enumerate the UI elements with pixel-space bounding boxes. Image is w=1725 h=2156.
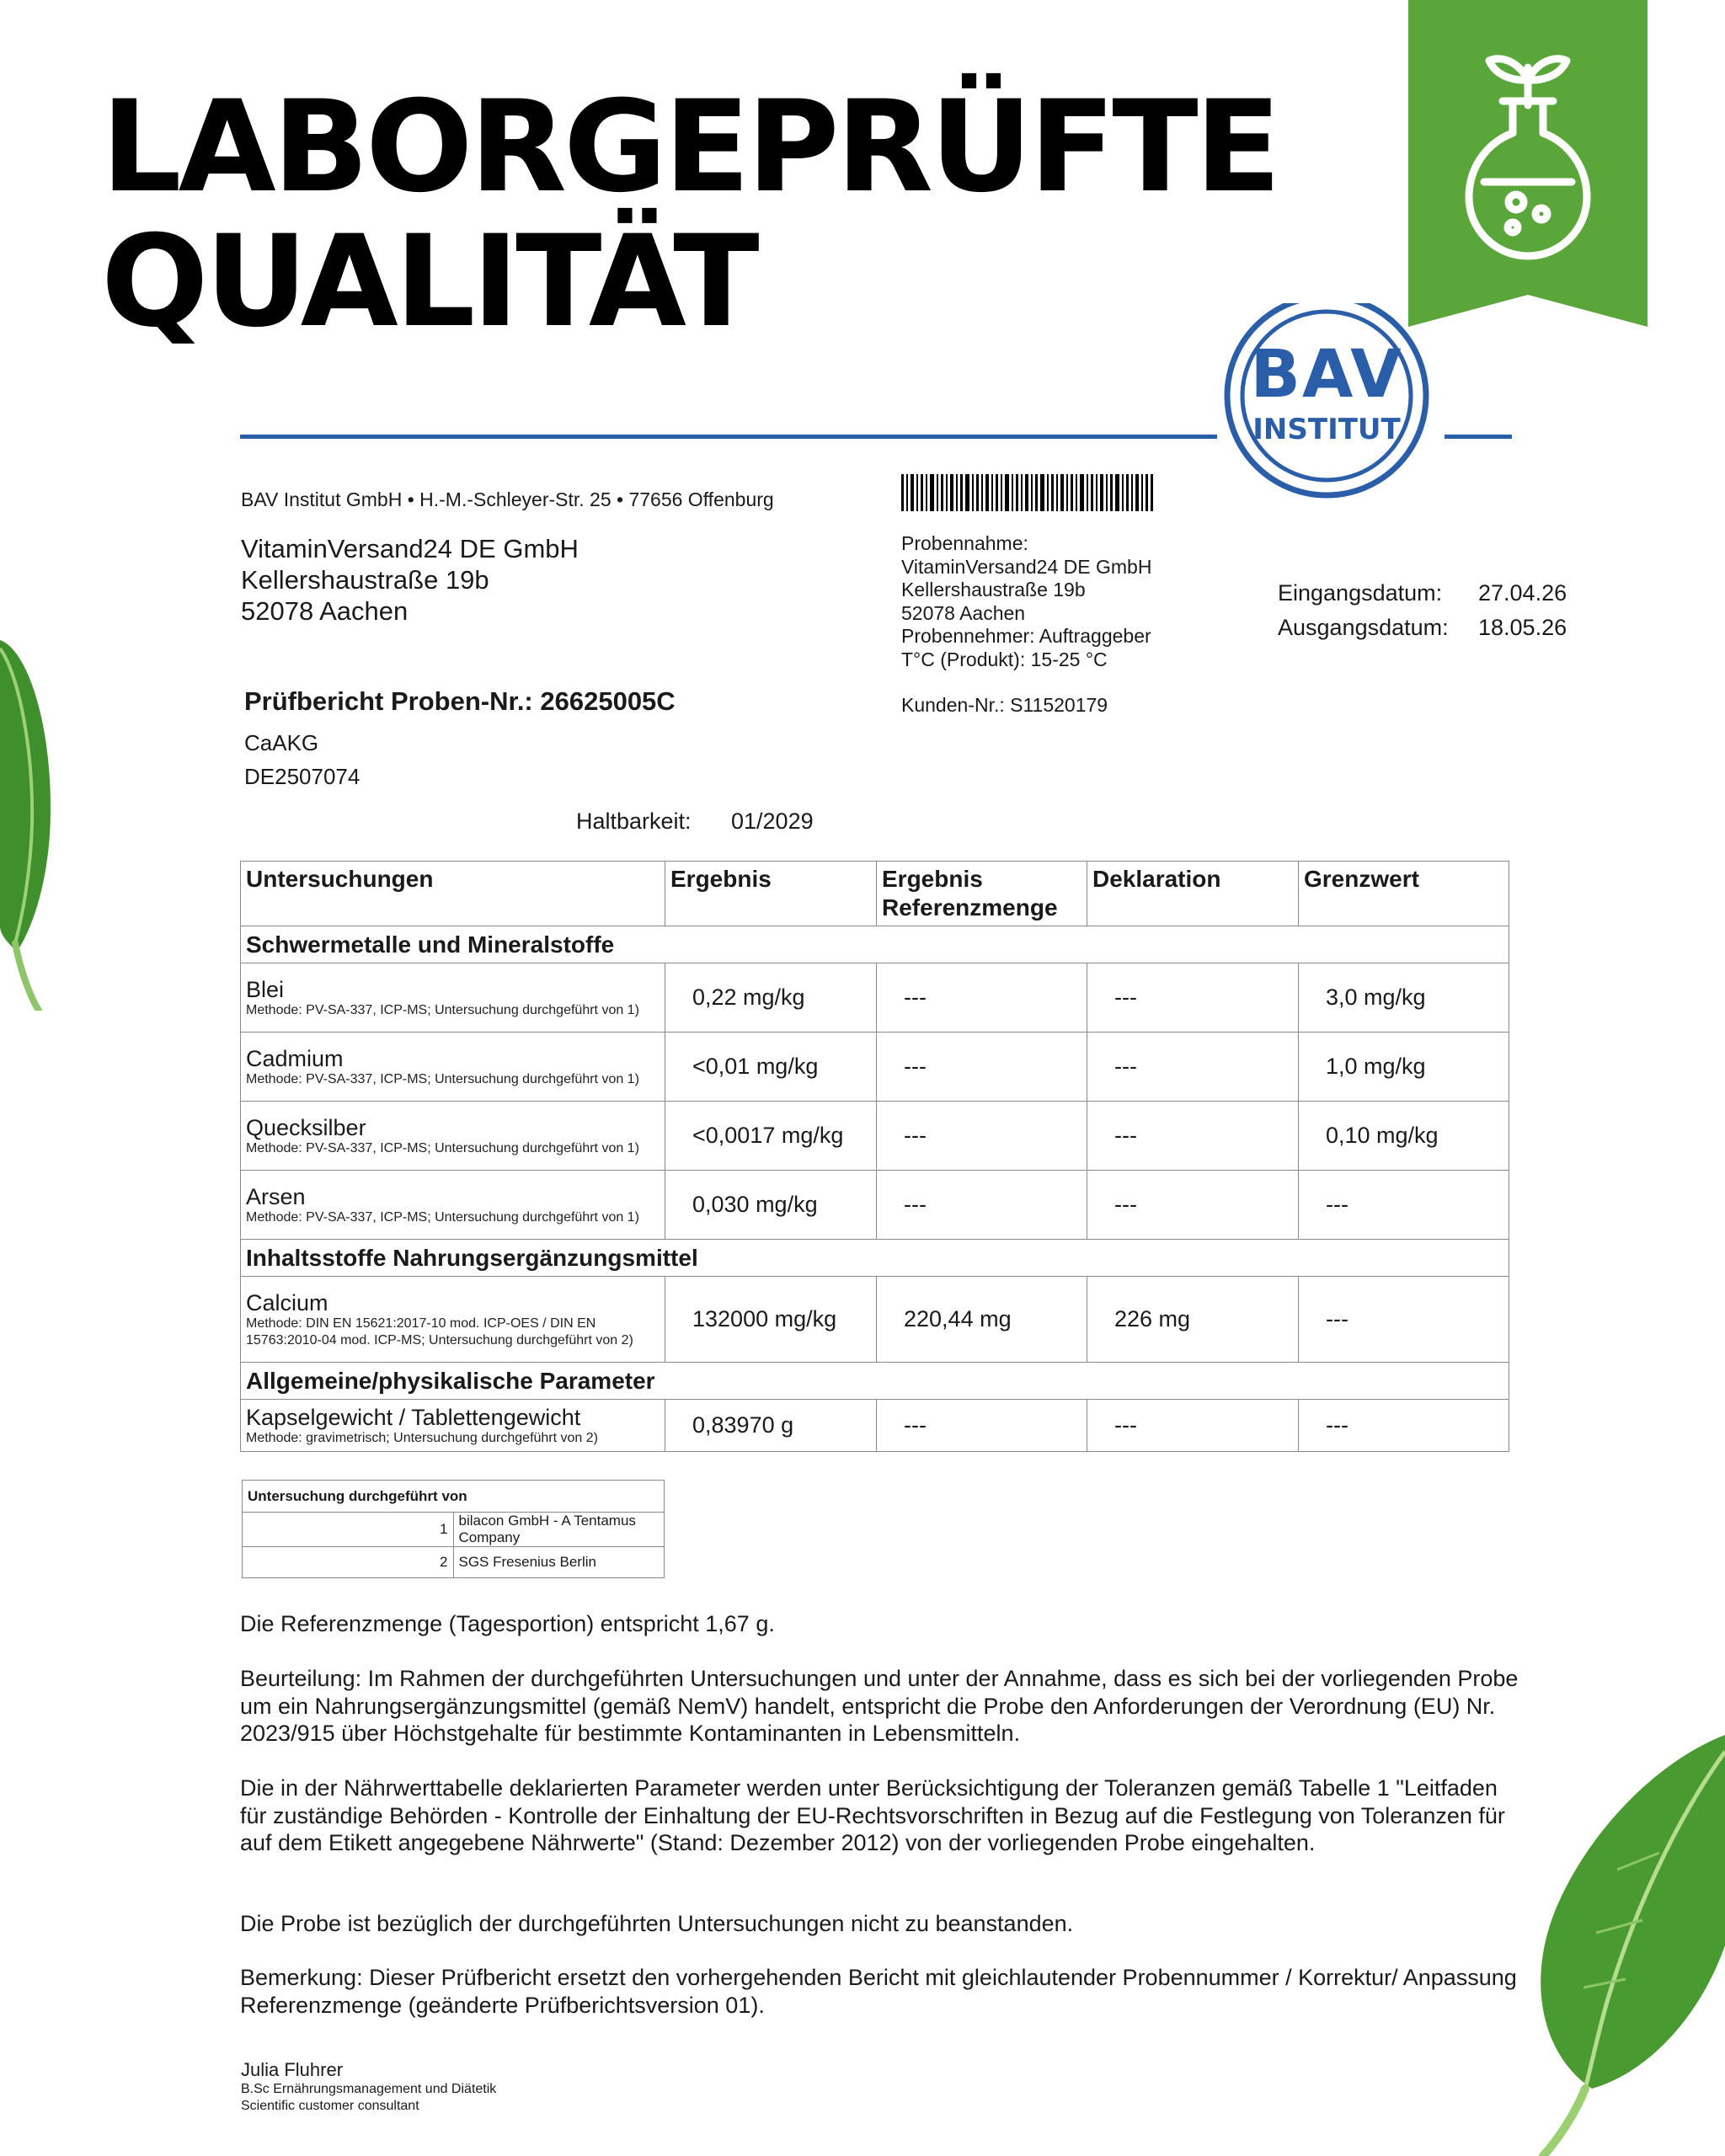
shelf-life-label: Haltbarkeit:	[576, 808, 692, 834]
limit-value: ---	[1299, 1277, 1509, 1363]
reference-value: ---	[877, 1033, 1087, 1102]
customer-number: Kunden-Nr.: S11520179	[901, 694, 1108, 716]
sender-line: BAV Institut GmbH • H.-M.-Schleyer-Str. 25 • 77656 Offenburg	[241, 488, 774, 510]
signatory-name: Julia Fluhrer	[241, 2059, 344, 2080]
green-flag	[1408, 0, 1648, 327]
result-value: <0,0017 mg/kg	[665, 1102, 877, 1171]
headline-line-2: QUALITÄT	[101, 209, 756, 355]
section-row	[241, 1240, 1509, 1277]
limit-value: ---	[1299, 1171, 1509, 1240]
header-grenzwert: Grenzwert	[1299, 862, 1509, 926]
recipient-street: Kellershaustraße 19b	[241, 565, 489, 595]
sampling-city: 52078 Aachen	[901, 601, 1026, 624]
results-table	[240, 861, 1509, 1452]
declaration-value: 226 mg	[1087, 1277, 1299, 1363]
product-name: CaAKG	[244, 730, 319, 755]
parameter-method: Methode: PV-SA-337, ICP-MS; Untersuchung durchgeführt von 1)	[246, 1140, 639, 1155]
parameter-name: Quecksilber	[246, 1114, 366, 1140]
recipient-city: 52078 Aachen	[241, 596, 409, 626]
header-ergebnis: Ergebnis	[665, 862, 877, 926]
recipient-address	[241, 533, 579, 627]
header-untersuchungen: Untersuchungen	[241, 862, 665, 926]
headline	[101, 74, 1279, 355]
limit-value: 1,0 mg/kg	[1299, 1033, 1509, 1102]
parameter-method: Methode: PV-SA-337, ICP-MS; Untersuchung durchgeführt von 1)	[246, 1002, 639, 1017]
tolerance-paragraph: Die in der Nährwerttabelle deklarierten Parameter werden unter Berücksichtigung der Toleranzen gemäß Tabelle 1 "Leitfaden für zuständige Behörden - Kontrolle der Einhaltung der EU-Rechtsvorschriften in Bezug auf die Festlegung von Toleranzen für auf dem Etikett angegebene Nährwerte" (Stand: Dezember 2012) von der vorliegenden Probe eingehalten.	[240, 1775, 1505, 1855]
report-title: Prüfbericht Proben-Nr.: 26625005C	[244, 686, 676, 716]
shelf-life	[576, 808, 814, 835]
result-value: 0,22 mg/kg	[665, 963, 877, 1033]
section-title: Schwermetalle und Mineralstoffe	[241, 926, 1509, 963]
parameter-method: Methode: PV-SA-337, ICP-MS; Untersuchung durchgeführt von 1)	[246, 1071, 639, 1086]
labs-row	[243, 1513, 665, 1547]
product-info	[244, 726, 360, 793]
sample-temperature: T°C (Produkt): 15-25 °C	[901, 648, 1108, 670]
bav-institut-seal	[1221, 303, 1440, 505]
received-date-label: Eingangsdatum:	[1278, 580, 1443, 606]
reference-value: ---	[877, 1102, 1087, 1171]
leaf-left-decoration	[0, 623, 51, 1011]
table-row	[241, 1400, 1509, 1452]
conclusion-paragraph: Die Probe ist bezüglich der durchgeführten Untersuchungen nicht zu beanstanden.	[240, 1911, 1074, 1936]
section-title: Allgemeine/physikalische Parameter	[241, 1363, 1509, 1400]
section-row	[241, 926, 1509, 963]
shelf-life-value: 01/2029	[731, 808, 814, 834]
result-value: 132000 mg/kg	[665, 1277, 877, 1363]
table-header-row	[241, 862, 1509, 926]
labs-header-row	[243, 1481, 665, 1513]
header-ergebnis-referenzmenge: Ergebnis Referenzmenge	[877, 862, 1087, 926]
limit-value: 3,0 mg/kg	[1299, 963, 1509, 1033]
leaf-right-decoration	[1491, 1718, 1725, 2156]
seal-text-institut: INSTITUT	[1252, 413, 1401, 446]
sampling-title: Probennahme:	[901, 532, 1028, 554]
table-row	[241, 1171, 1509, 1240]
table-row	[241, 963, 1509, 1033]
lab-name: bilacon GmbH - A Tentamus Company	[453, 1513, 665, 1547]
labs-table	[242, 1480, 665, 1578]
result-value: 0,83970 g	[665, 1400, 877, 1452]
limit-value: ---	[1299, 1400, 1509, 1452]
parameter-name: Cadmium	[246, 1045, 344, 1071]
remark-paragraph: Bemerkung: Dieser Prüfbericht ersetzt den vorhergehenden Bericht mit gleichlautender Probennummer / Korrektur/ Anpassung Referenzmenge (geänderte Prüfberichtsversion 01).	[240, 1965, 1517, 2018]
seal-text-bav: BAV	[1250, 337, 1403, 413]
signatory-role: Scientific customer consultant	[241, 2099, 419, 2113]
lab-number: 1	[243, 1513, 454, 1547]
result-value: <0,01 mg/kg	[665, 1033, 877, 1102]
section-row	[241, 1363, 1509, 1400]
barcode	[901, 474, 1154, 511]
recipient-company: VitaminVersand24 DE GmbH	[241, 534, 579, 563]
table-row	[241, 1102, 1509, 1171]
parameter-method: Methode: gravimetrisch; Untersuchung durchgeführt von 2)	[246, 1430, 598, 1445]
sampling-street: Kellershaustraße 19b	[901, 579, 1086, 600]
sampler: Probennehmer: Auftraggeber	[901, 625, 1151, 647]
headline-line-1: LABORGEPRÜFTE	[101, 74, 1279, 221]
reference-amount-note: Die Referenzmenge (Tagesportion) entspricht 1,67 g.	[240, 1611, 775, 1636]
assessment-paragraph: Beurteilung: Im Rahmen der durchgeführten Untersuchungen und unter der Annahme, dass es sich bei der vorliegenden Probe um ein Nahrungsergänzungsmittel (gemäß NemV) handelt, entspricht die Probe den Anforderungen der Verordnung (EU) Nr. 2023/915 über Höchstgehalte für bestimmte Kontaminanten in Lebensmitteln.	[240, 1666, 1519, 1746]
received-date-value: 27.04.26	[1478, 580, 1567, 606]
declaration-value: ---	[1087, 1102, 1299, 1171]
declaration-value: ---	[1087, 963, 1299, 1033]
result-value: 0,030 mg/kg	[665, 1171, 877, 1240]
reference-value: ---	[877, 1171, 1087, 1240]
declaration-value: ---	[1087, 1400, 1299, 1452]
reference-value: ---	[877, 1400, 1087, 1452]
sampling-company: VitaminVersand24 DE GmbH	[901, 555, 1152, 578]
parameter-method: Methode: PV-SA-337, ICP-MS; Untersuchung durchgeführt von 1)	[246, 1209, 639, 1225]
signatory-degree: B.Sc Ernährungsmanagement und Diätetik	[241, 2082, 497, 2096]
table-row	[241, 1277, 1509, 1363]
parameter-name: Blei	[246, 976, 285, 1002]
sampling-info	[901, 532, 1151, 671]
declaration-value: ---	[1087, 1171, 1299, 1240]
dates-block	[1278, 576, 1567, 645]
batch-number: DE2507074	[244, 764, 360, 789]
reference-value: ---	[877, 963, 1087, 1033]
issued-date-label: Ausgangsdatum:	[1278, 615, 1449, 640]
parameter-name: Kapselgewicht / Tablettengewicht	[246, 1404, 581, 1430]
parameter-method: Methode: DIN EN 15621:2017-10 mod. ICP-OES / DIN EN 15763:2010-04 mod. ICP-MS; Untersuchung durchgeführt von 2)	[246, 1315, 633, 1348]
declaration-value: ---	[1087, 1033, 1299, 1102]
lab-number: 2	[243, 1547, 454, 1578]
reference-value: 220,44 mg	[877, 1277, 1087, 1363]
labs-title: Untersuchung durchgeführt von	[243, 1481, 665, 1513]
header-deklaration: Deklaration	[1087, 862, 1299, 926]
labs-row	[243, 1547, 665, 1578]
section-title: Inhaltsstoffe Nahrungsergänzungsmittel	[241, 1240, 1509, 1277]
issued-date-value: 18.05.26	[1478, 615, 1567, 640]
parameter-name: Calcium	[246, 1289, 328, 1315]
parameter-name: Arsen	[246, 1183, 306, 1209]
table-row	[241, 1033, 1509, 1102]
limit-value: 0,10 mg/kg	[1299, 1102, 1509, 1171]
lab-name: SGS Fresenius Berlin	[453, 1547, 665, 1578]
